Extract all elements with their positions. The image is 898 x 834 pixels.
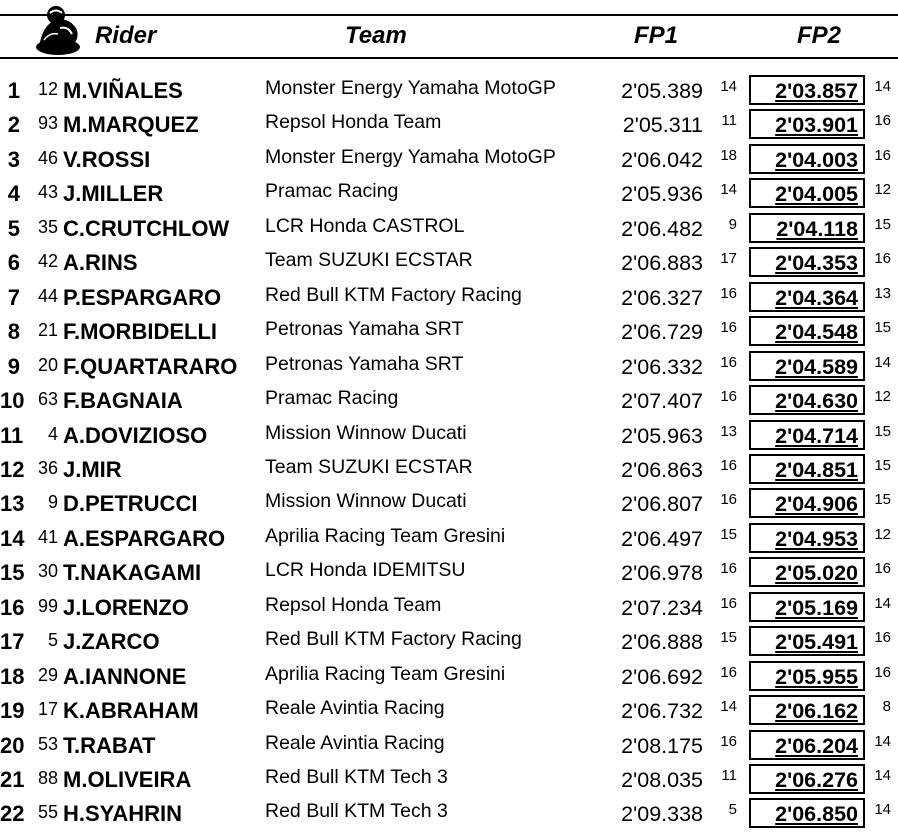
position-cell: 5 — [7, 215, 20, 241]
team-name-cell: Mission Winnow Ducati — [265, 490, 467, 513]
table-row — [0, 244, 898, 278]
fp1-time-cell: 2'06.327 — [621, 285, 703, 310]
team-name-cell: Red Bull KTM Tech 3 — [265, 800, 448, 823]
fp1-time-cell: 2'06.482 — [621, 216, 703, 241]
fp2-time-box — [749, 282, 865, 312]
table-row — [0, 279, 898, 313]
fp2-time-cell: 2'04.353 — [775, 251, 858, 276]
rider-name-cell: P.ESPARGARO — [63, 284, 222, 310]
fp1-laps-cell: 16 — [720, 319, 737, 337]
fp1-time-cell: 2'07.234 — [621, 595, 703, 620]
fp1-time-cell: 2'05.311 — [622, 113, 703, 138]
position-cell: 10 — [0, 388, 25, 414]
fp1-laps-cell: 16 — [720, 284, 737, 302]
fp2-time-box — [749, 626, 865, 656]
fp2-time-cell: 2'06.276 — [775, 768, 858, 792]
fp1-time-cell: 2'07.407 — [621, 389, 703, 414]
fp2-laps-cell: 14 — [874, 732, 891, 750]
fp1-laps-cell: 16 — [720, 594, 737, 612]
table-row — [0, 520, 898, 554]
table-row — [0, 106, 898, 140]
rider-name-cell: A.RINS — [63, 250, 138, 276]
fp1-column-header: FP1 — [634, 22, 679, 49]
fp2-laps-cell: 16 — [874, 146, 891, 164]
fp1-laps-cell: 16 — [720, 353, 737, 371]
team-name-cell: Monster Energy Yamaha MotoGP — [265, 77, 556, 99]
position-cell: 2 — [7, 112, 20, 138]
table-row — [0, 175, 898, 209]
position-cell: 4 — [7, 181, 20, 207]
position-cell: 13 — [0, 491, 25, 517]
position-cell: 9 — [7, 353, 20, 379]
rider-number-cell: 21 — [37, 320, 58, 341]
rider-number-cell: 29 — [37, 664, 58, 685]
team-name-cell: Petronas Yamaha SRT — [265, 352, 464, 375]
rider-name-cell: A.ESPARGARO — [63, 525, 226, 551]
position-cell: 21 — [0, 767, 25, 792]
fp1-time-cell: 2'06.332 — [621, 354, 703, 379]
fp2-time-box — [749, 592, 865, 622]
fp2-laps-cell: 14 — [874, 767, 891, 784]
position-cell: 14 — [0, 525, 25, 551]
fp2-laps-cell: 14 — [874, 801, 891, 819]
fp2-time-cell: 2'06.850 — [775, 802, 858, 827]
table-row — [0, 72, 898, 106]
table-row — [0, 313, 898, 347]
fp1-laps-cell: 16 — [720, 456, 737, 474]
rider-number-cell: 20 — [37, 354, 58, 375]
rider-name-cell: J.MIR — [63, 456, 122, 482]
position-cell: 15 — [0, 560, 25, 586]
fp2-laps-cell: 15 — [874, 422, 891, 440]
rider-number-cell: 99 — [37, 595, 58, 616]
rider-name-cell: M.VIÑALES — [63, 78, 183, 103]
fp2-time-box — [749, 247, 865, 277]
rider-name-cell: T.RABAT — [63, 732, 156, 758]
fp2-time-box — [749, 75, 865, 105]
fp2-laps-cell: 14 — [874, 594, 891, 612]
position-cell: 11 — [0, 422, 24, 448]
table-row — [0, 141, 898, 175]
motorcycle-rider-icon — [30, 2, 86, 58]
fp1-time-cell: 2'05.389 — [621, 79, 703, 103]
fp2-laps-cell: 14 — [874, 353, 891, 371]
rider-number-cell: 88 — [37, 768, 58, 788]
team-name-cell: Red Bull KTM Tech 3 — [265, 766, 448, 788]
rider-name-cell: J.ZARCO — [63, 629, 160, 655]
fp2-time-cell: 2'04.589 — [775, 354, 858, 379]
rider-number-cell: 17 — [37, 699, 58, 720]
fp2-time-box — [749, 523, 865, 553]
rider-number-cell: 53 — [37, 733, 58, 754]
position-cell: 17 — [0, 629, 25, 655]
rider-name-cell: M.MARQUEZ — [63, 112, 199, 138]
fp2-time-cell: 2'06.162 — [775, 699, 858, 724]
fp2-time-cell: 2'04.118 — [776, 216, 858, 241]
position-cell: 22 — [0, 801, 25, 827]
fp2-time-cell: 2'04.851 — [775, 457, 858, 482]
table-row — [0, 485, 898, 519]
rider-number-cell: 46 — [37, 147, 58, 168]
fp2-laps-cell: 16 — [874, 560, 891, 578]
fp2-laps-cell: 15 — [874, 456, 891, 474]
fp2-time-box — [749, 661, 865, 691]
table-row — [0, 554, 898, 588]
rider-name-cell: F.MORBIDELLI — [63, 319, 217, 345]
fp1-laps-cell: 16 — [720, 560, 737, 578]
position-cell: 6 — [7, 250, 20, 276]
fp2-time-cell: 2'03.901 — [775, 113, 858, 138]
fp1-laps-cell: 9 — [728, 215, 737, 233]
team-name-cell: Aprilia Racing Team Gresini — [265, 662, 506, 685]
rider-name-cell: M.OLIVEIRA — [63, 767, 192, 792]
table-row — [0, 210, 898, 244]
fp1-laps-cell: 17 — [720, 250, 737, 268]
team-name-cell: Pramac Racing — [265, 387, 399, 410]
team-name-cell: Monster Energy Yamaha MotoGP — [265, 145, 556, 168]
rider-number-cell: 55 — [37, 802, 58, 823]
fp1-laps-cell: 5 — [728, 801, 737, 819]
table-row — [0, 382, 898, 416]
fp2-time-cell: 2'04.364 — [775, 285, 858, 310]
rider-name-cell: H.SYAHRIN — [63, 801, 182, 827]
fp1-time-cell: 2'06.732 — [621, 699, 703, 724]
fp2-time-cell: 2'05.955 — [775, 664, 858, 689]
fp1-time-cell: 2'08.175 — [621, 733, 703, 758]
team-name-cell: Red Bull KTM Factory Racing — [265, 628, 522, 651]
rider-number-cell: 30 — [37, 561, 58, 582]
fp2-laps-cell: 13 — [874, 284, 891, 302]
fp2-time-cell: 2'04.005 — [775, 182, 858, 207]
fp1-laps-cell: 14 — [720, 78, 737, 95]
fp1-laps-cell: 16 — [720, 388, 737, 406]
team-name-cell: Mission Winnow Ducati — [265, 421, 467, 444]
fp2-laps-cell: 12 — [874, 525, 891, 543]
fp2-time-cell: 2'04.906 — [775, 492, 858, 517]
rider-name-cell: J.LORENZO — [63, 594, 189, 620]
header-top-rule — [0, 14, 898, 16]
team-name-cell: LCR Honda IDEMITSU — [265, 559, 466, 582]
table-row — [0, 727, 898, 761]
fp2-time-cell: 2'05.491 — [775, 630, 858, 655]
header-bottom-rule — [0, 57, 898, 59]
fp1-time-cell: 2'06.729 — [621, 320, 703, 345]
fp2-laps-cell: 8 — [882, 698, 891, 716]
fp1-time-cell: 2'05.963 — [621, 423, 703, 448]
table-row — [0, 623, 898, 657]
team-name-cell: Team SUZUKI ECSTAR — [265, 249, 473, 272]
fp2-time-box — [749, 764, 865, 794]
fp1-laps-cell: 16 — [720, 663, 737, 681]
rider-name-cell: J.MILLER — [63, 181, 164, 207]
rider-name-cell: F.QUARTARARO — [63, 353, 238, 379]
rider-number-cell: 12 — [37, 79, 58, 99]
fp2-laps-cell: 12 — [874, 181, 891, 199]
rider-number-cell: 36 — [37, 457, 58, 478]
position-cell: 16 — [0, 594, 25, 620]
fp2-time-box — [749, 730, 865, 760]
fp2-time-cell: 2'04.003 — [775, 147, 858, 172]
team-name-cell: Team SUZUKI ECSTAR — [265, 455, 473, 478]
rider-name-cell: A.IANNONE — [63, 663, 187, 689]
fp2-laps-cell: 16 — [874, 663, 891, 681]
fp1-laps-cell: 14 — [720, 698, 737, 716]
position-cell: 19 — [0, 698, 25, 724]
team-name-cell: Aprilia Racing Team Gresini — [265, 524, 506, 547]
team-name-cell: Reale Avintia Racing — [265, 731, 445, 754]
position-cell: 12 — [0, 456, 25, 482]
fp2-laps-cell: 15 — [874, 215, 891, 233]
fp2-time-box — [749, 144, 865, 174]
rider-number-cell: 43 — [37, 182, 58, 203]
rider-number-cell: 9 — [47, 492, 58, 513]
fp2-time-cell: 2'05.020 — [775, 561, 858, 586]
rider-number-cell: 4 — [47, 423, 58, 444]
fp1-time-cell: 2'06.692 — [621, 664, 703, 689]
fp1-laps-cell: 16 — [720, 491, 737, 509]
rider-name-cell: F.BAGNAIA — [63, 388, 183, 414]
rider-number-cell: 41 — [37, 526, 58, 547]
team-name-cell: Reale Avintia Racing — [265, 697, 445, 720]
fp2-laps-cell: 16 — [874, 629, 891, 647]
rider-name-cell: K.ABRAHAM — [63, 698, 199, 724]
fp1-laps-cell: 16 — [720, 732, 737, 750]
team-name-cell: Repsol Honda Team — [265, 111, 442, 134]
fp1-laps-cell: 11 — [721, 112, 737, 130]
fp2-time-cell: 2'05.169 — [775, 595, 858, 620]
rider-name-cell: C.CRUTCHLOW — [63, 215, 230, 241]
fp1-time-cell: 2'06.883 — [621, 251, 703, 276]
fp2-time-cell: 2'03.857 — [775, 79, 858, 103]
rider-number-cell: 93 — [37, 113, 58, 134]
rider-number-cell: 5 — [47, 630, 58, 651]
fp2-time-cell: 2'04.714 — [775, 423, 858, 448]
fp2-time-box — [749, 454, 865, 484]
fp2-time-box — [749, 695, 865, 725]
fp1-time-cell: 2'06.807 — [621, 492, 703, 517]
fp1-time-cell: 2'06.042 — [621, 147, 703, 172]
fp2-time-box — [749, 351, 865, 381]
fp2-laps-cell: 16 — [874, 250, 891, 268]
table-row — [0, 658, 898, 692]
team-name-cell: Pramac Racing — [265, 180, 399, 203]
rider-name-cell: D.PETRUCCI — [63, 491, 198, 517]
table-row — [0, 795, 898, 829]
fp2-time-box — [749, 420, 865, 450]
table-row — [0, 761, 898, 795]
fp2-time-box — [749, 316, 865, 346]
table-row — [0, 417, 898, 451]
fp1-time-cell: 2'06.978 — [621, 561, 703, 586]
position-cell: 1 — [7, 78, 20, 103]
fp2-laps-cell: 15 — [874, 319, 891, 337]
position-cell: 20 — [0, 732, 25, 758]
fp1-time-cell: 2'05.936 — [621, 182, 703, 207]
rider-number-cell: 44 — [37, 285, 58, 306]
fp1-laps-cell: 15 — [720, 525, 737, 543]
fp2-time-box — [749, 488, 865, 518]
team-name-cell: Repsol Honda Team — [265, 593, 442, 616]
fp1-time-cell: 2'08.035 — [621, 768, 703, 792]
position-cell: 18 — [0, 663, 25, 689]
rider-number-cell: 63 — [37, 389, 58, 410]
fp1-time-cell: 2'06.497 — [621, 526, 703, 551]
team-column-header: Team — [345, 22, 407, 49]
table-row — [0, 451, 898, 485]
fp2-laps-cell: 15 — [874, 491, 891, 509]
team-name-cell: Petronas Yamaha SRT — [265, 318, 464, 341]
team-name-cell: Red Bull KTM Factory Racing — [265, 283, 522, 306]
fp2-time-box — [749, 557, 865, 587]
rider-name-cell: A.DOVIZIOSO — [63, 422, 208, 448]
fp2-time-cell: 2'04.630 — [775, 389, 858, 414]
fp1-laps-cell: 11 — [721, 767, 737, 784]
rider-name-cell: V.ROSSI — [63, 146, 151, 172]
team-name-cell: LCR Honda CASTROL — [265, 214, 465, 237]
fp2-laps-cell: 12 — [874, 388, 891, 406]
table-row — [0, 348, 898, 382]
fp2-laps-cell: 16 — [874, 112, 891, 130]
fp2-time-box — [749, 213, 865, 243]
fp1-time-cell: 2'09.338 — [621, 802, 703, 827]
fp2-time-cell: 2'04.953 — [775, 526, 858, 551]
fp2-laps-cell: 14 — [874, 78, 891, 95]
table-header — [0, 0, 898, 62]
fp1-time-cell: 2'06.888 — [621, 630, 703, 655]
fp1-laps-cell: 13 — [720, 422, 737, 440]
fp2-time-box — [749, 109, 865, 139]
fp2-time-box — [749, 178, 865, 208]
fp1-laps-cell: 15 — [720, 629, 737, 647]
rider-number-cell: 42 — [37, 251, 58, 272]
position-cell: 3 — [7, 146, 20, 172]
table-row — [0, 589, 898, 623]
fp2-column-header: FP2 — [797, 22, 842, 49]
fp1-laps-cell: 14 — [720, 181, 737, 199]
fp1-laps-cell: 18 — [720, 146, 737, 164]
table-row — [0, 692, 898, 726]
fp1-time-cell: 2'06.863 — [621, 457, 703, 482]
position-cell: 8 — [7, 319, 20, 345]
fp2-time-cell: 2'04.548 — [775, 320, 858, 345]
fp2-time-cell: 2'06.204 — [775, 733, 858, 758]
fp2-time-box — [749, 385, 865, 415]
rider-column-header: Rider — [95, 22, 157, 49]
position-cell: 7 — [7, 284, 20, 310]
fp2-time-box — [749, 798, 865, 828]
rider-number-cell: 35 — [37, 216, 58, 237]
rider-name-cell: T.NAKAGAMI — [63, 560, 202, 586]
